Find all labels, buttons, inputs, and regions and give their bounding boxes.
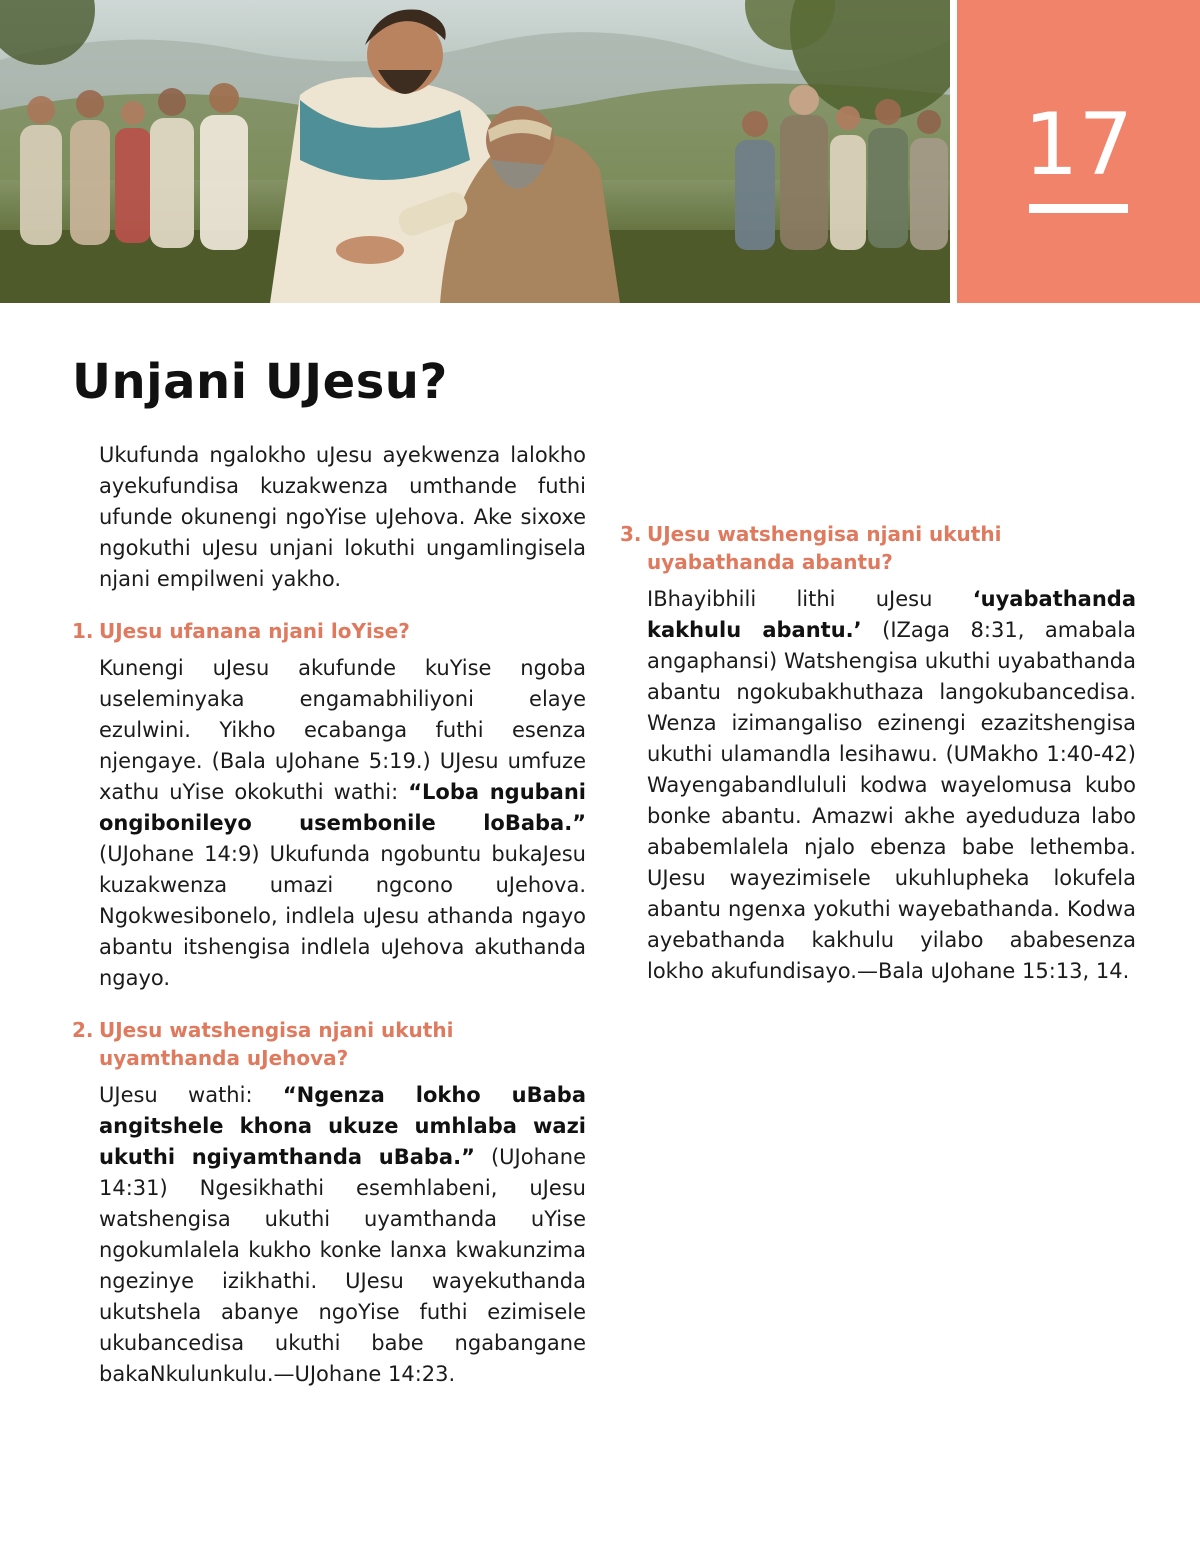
section-text: (UJohane 14:31) Ngesikhathi esemhlabeni, uJesu watshengisa ukuthi uyamthanda uYise ngokumlalela kukho konke lanxa kwakunzima ngezinye izikhathi. UJesu wayekuthanda ukutshela abanye ngoYise futhi ezimisele ukubancedisa ukuthi babe ngabangane bakaNkulunkulu.—UJohane 14:23. [99,1145,586,1386]
section-heading-text-line2: uyamthanda uJehova? [99,1046,349,1070]
section-heading-text: UJesu watshengisa njani ukuthi [647,522,1002,546]
section-text: Kunengi uJesu akufunde kuYise ngoba useleminyaka engamabhiliyoni elaye ezulwini. Yikho ecabanga futhi esenza njengaye. (Bala uJohane 5:19.) UJesu umfuze xathu uYise okokuthi wathi: [99,656,586,804]
section-heading-text: UJesu ufanana njani loYise? [99,619,410,643]
section-text: (IZaga 8:31, amabala angaphansi) Watshengisa ukuthi uyabathanda abantu ngokubakhuthaza langokubancedisa. Wenza izimangaliso ezinengi ezazitshengisa ukuthi ulamandla lesihawu. (UMakho 1:40-42) Wayengabandlululi kodwa wayelomusa kubo bonke abantu. Amazwi akhe ayeduduza labo ababemlalela njalo ebenza babe lethemba. UJesu wayezimisele ukuhlupheka lokufela abantu ngenxa yokuthi wayebathanda. Kodwa ayebathanda kakhulu yilabo ababesenza lokho akufundisayo.—Bala uJohane 15:13, 14. [647,618,1137,983]
section-number: 2. [72,1018,94,1042]
section-text: (UJohane 14:9) Ukufunda ngobuntu bukaJesu kuzakwenza umazi ngcono uJehova. Ngokwesibonelo, indlela uJesu athanda ngayo abantu itshengisa indlela uJehova akuthanda ngayo. [99,842,586,990]
section-heading-text: UJesu watshengisa njani ukuthi [99,1018,454,1042]
section-text: IBhayibhili lithi uJesu [647,587,973,611]
left-column [72,440,586,1390]
section-number: 1. [72,619,94,643]
section-2-heading [72,1016,586,1072]
right-column [620,444,1136,987]
section-3-paragraph [647,584,1136,987]
header-photo [0,0,950,303]
chapter-number-badge [957,0,1200,303]
crowd-illustration [0,0,950,303]
chapter-underline [1029,204,1128,213]
scripture-quote: “Ngenza lokho uBaba angitshele khona ukuze umhlaba wazi ukuthi ngiyamthanda uBaba.” [99,1083,586,1169]
page-title: Unjani UJesu? [72,354,448,410]
section-1-heading [72,617,586,645]
scripture-quote: “Loba ngubani ongibonileyo usembonile loBaba.” [99,780,586,835]
section-3-heading [620,520,1136,576]
section-2-paragraph [99,1080,586,1390]
section-text: UJesu wathi: [99,1083,283,1107]
scripture-quote: ‘uyabathanda kakhulu abantu.’ [647,587,1136,642]
intro-paragraph: Ukufunda ngalokho uJesu ayekwenza lalokho ayekufundisa kuzakwenza umthande futhi ufunde okunengi ngoYise uJehova. Ake sixoxe ngokuthi uJesu unjani lokuthi ungamlingisela njani empilweni yakho. [99,443,586,591]
section-1-paragraph [99,653,586,994]
section-number: 3. [620,522,642,546]
section-heading-text-line2: uyabathanda abantu? [647,550,893,574]
chapter-number: 17 [1023,95,1134,195]
